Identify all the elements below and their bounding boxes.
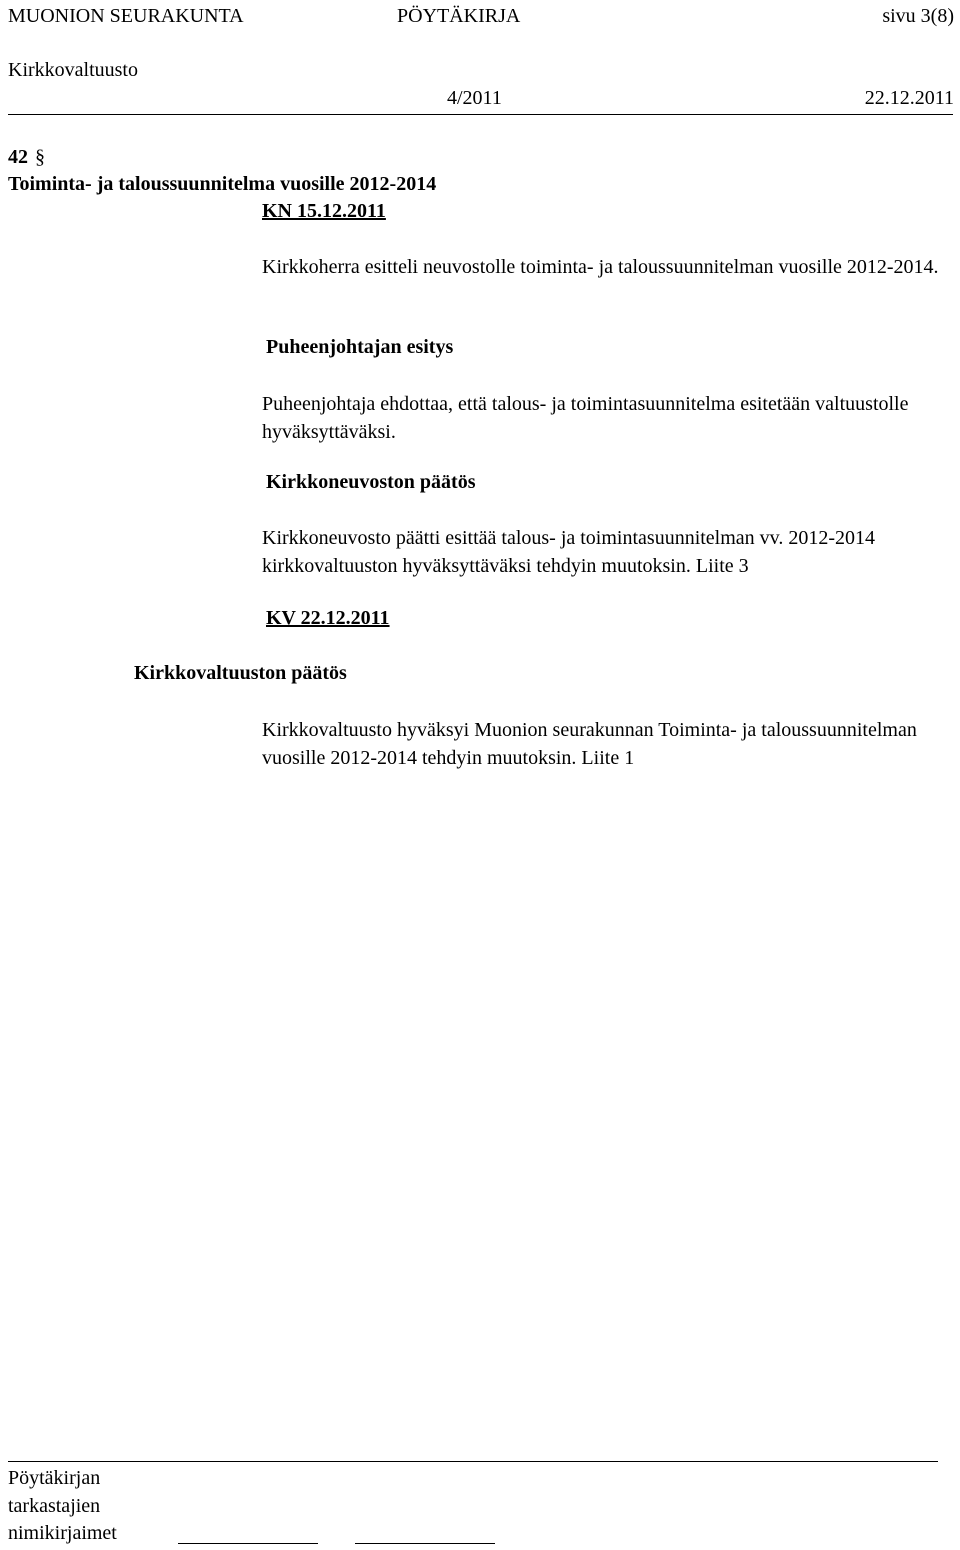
item-title: Toiminta- ja taloussuunnitelma vuosille 2012-2014 (8, 173, 437, 195)
header-page-number: sivu 3(8) (882, 5, 954, 27)
proposal-heading: Puheenjohtajan esitys (266, 336, 454, 358)
initials-line-2 (355, 1543, 495, 1544)
header-meeting-number: 4/2011 (447, 87, 502, 109)
initials-line-1 (178, 1543, 318, 1544)
header-body: Kirkkovaltuusto (8, 59, 138, 81)
assembly-decision-text: Kirkkovaltuusto hyväksyi Muonion seurakunnan Toiminta- ja taloussuunnitelman vuosille 2012-2014 tehdyin muutoksin. Liite 1 (262, 719, 917, 769)
header-organization: MUONION SEURAKUNTA (8, 5, 244, 27)
footer-label-line2: tarkastajien (8, 1495, 101, 1517)
kn-intro-text: Kirkkoherra esitteli neuvostolle toiminta- ja taloussuunnitelman vuosille 2012-2014. (262, 256, 939, 278)
council-decision-heading: Kirkkoneuvoston päätös (266, 471, 476, 493)
kv-heading: KV 22.12.2011 (266, 607, 390, 629)
header-date: 22.12.2011 (864, 87, 954, 109)
item-number-value: 42 (8, 146, 28, 168)
section-sign: § (35, 146, 45, 168)
kn-heading: KN 15.12.2011 (262, 200, 386, 222)
proposal-text: Puheenjohtaja ehdottaa, että talous- ja toimintasuunnitelma esitetään valtuustolle hyväksyttäväksi. (262, 393, 909, 443)
footer-label-line3: nimikirjaimet (8, 1522, 117, 1544)
header-rule (8, 114, 953, 115)
header-doc-type: PÖYTÄKIRJA (397, 5, 521, 27)
council-decision-text: Kirkkoneuvosto päätti esittää talous- ja toimintasuunnitelman vv. 2012-2014 kirkkovaltuuston hyväksyttäväksi tehdyin muutoksin. Liite 3 (262, 527, 876, 577)
footer-label-line1: Pöytäkirjan (8, 1467, 101, 1489)
footer-rule (8, 1461, 938, 1462)
item-number (8, 147, 45, 167)
assembly-decision-label: Kirkkovaltuuston päätös (134, 662, 347, 684)
